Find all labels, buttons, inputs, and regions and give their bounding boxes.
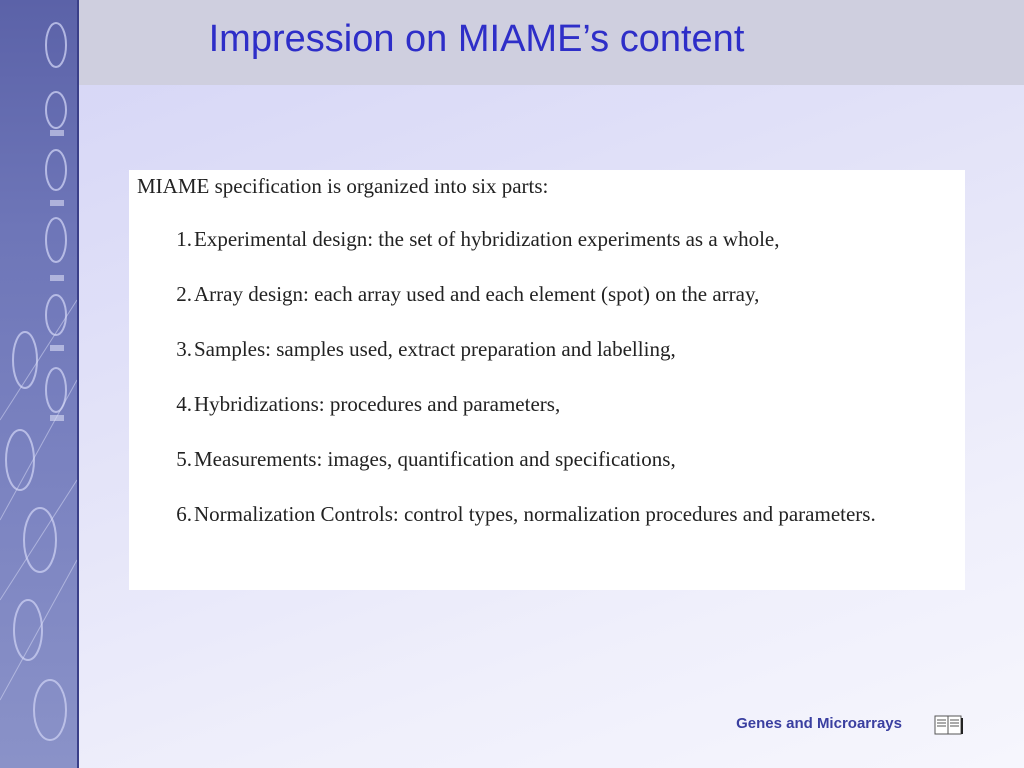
list-item-text: Measurements: images, quantification and specifications, [194, 447, 676, 471]
list-item [129, 390, 959, 419]
list-item-number: 4. [176, 392, 192, 416]
list-item-number: 1. [176, 227, 192, 251]
list-item [129, 335, 959, 364]
list-item [129, 500, 959, 529]
list-item-text: Normalization Controls: control types, normalization procedures and parameters. [194, 502, 876, 526]
list-item-number: 5. [176, 447, 192, 471]
list-item-text: Hybridizations: procedures and parameters, [194, 392, 561, 416]
list-item-number: 6. [176, 502, 192, 526]
list-item-text: Samples: samples used, extract preparation and labelling, [194, 337, 676, 361]
title-bar [79, 0, 1024, 85]
book-icon [934, 713, 964, 737]
intro-text: MIAME specification is organized into six parts: [137, 174, 549, 198]
slide-title: Impression on MIAME’s content [208, 18, 745, 60]
sidebar-decoration [0, 0, 79, 768]
list-item-number: 2. [176, 282, 192, 306]
list-item [129, 445, 959, 474]
list-item-number: 3. [176, 337, 192, 361]
footer-text: Genes and Microarrays [736, 715, 902, 732]
content-box [129, 170, 965, 590]
list-item [129, 225, 959, 254]
list-item-text: Array design: each array used and each element (spot) on the array, [194, 282, 760, 306]
dna-strand-decoration-icon [0, 0, 77, 768]
list-item-text: Experimental design: the set of hybridization experiments as a whole, [194, 227, 780, 251]
spec-list [129, 225, 959, 555]
list-item [129, 280, 959, 309]
